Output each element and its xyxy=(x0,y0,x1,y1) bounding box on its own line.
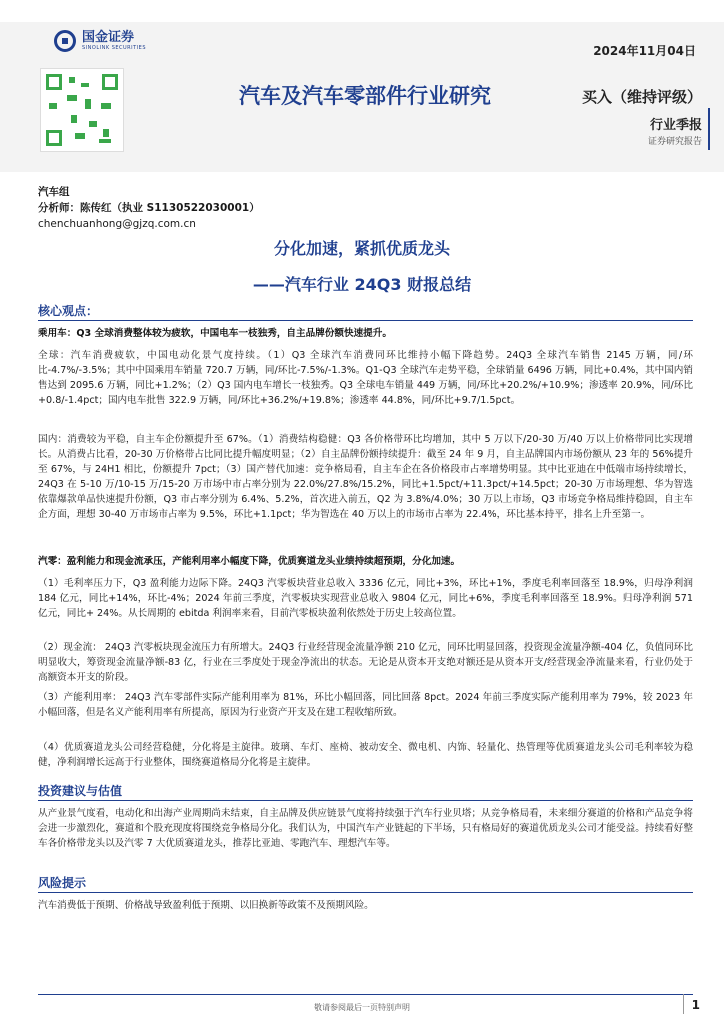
logo-english: SINOLINK SECURITIES xyxy=(82,45,146,51)
report-title: 汽车及汽车零部件行业研究 xyxy=(239,84,491,108)
para-passenger-summary: 乘用车：Q3 全球消费整体较为疲软，中国电车一枝独秀，自主品牌份额快速提升。 xyxy=(38,328,392,339)
section-invest: 投资建议与估值 xyxy=(38,784,123,798)
subheadline: ——汽车行业 24Q3 财报总结 xyxy=(252,275,472,294)
header-accent-bar xyxy=(708,108,710,150)
footer-divider xyxy=(38,994,693,995)
report-subtype: 证券研究报告 xyxy=(647,137,702,147)
para-leaders: （4）优质赛道龙头公司经营稳健，分化将是主旋律。玻璃、车灯、座椅、被动安全、微电机、内饰、轻量化、热管理等优质赛道龙头公司毛利率较为稳健，净利润增长远高于行业整体，围绕赛道格局分化将是主旋律。 xyxy=(38,742,693,769)
section-divider xyxy=(38,892,693,893)
para-margin: （1）毛利率压力下，Q3 盈利能力边际下降。24Q3 汽零板块营业总收入 3336 亿元，同比+3%，环比+1%，季度毛利率回落至 18.9%，归母净利润 184 亿元，同比+14%，环比-4%；2024 年前三季度，汽零板块实现营业总收入 9804 亿元，同比+6%，季度毛利率回落至 18.9%。归母净利润 571 亿元，同比+ 24%。从长周期的 ebitda 利润率来看，目前汽零板块盈利依然处于历史上较高位置。 xyxy=(38,578,693,620)
para-domestic: 国内：消费较为平稳，自主车企份额提升至 67%。（1）消费结构稳健：Q3 各价格带环比均增加，其中 5 万以下/20-30 万/40 万以上价格带同比实现增长。从消费占比看，20-30 万价格带占比同比提升幅度明显；（2）自主品牌份额持续提升：截至 24 年 9 月，自主品牌国内市场份额从 23 年的 56%提升至 67%，与 24H1 相比，份额提升 7pct；（3）国产替代加速：竞争格局看，自主车企在各价格段市占率增势明显。其中比亚迪在中低端市场持续增长，24Q3 在 5-10 万/10-15 万/15-20 万市场中市占率分别为 22.0%/27.8%/15.2%，同比+1.5pct/+11.3pct/+14.5pct；20-30 万市场理想、华为智选依靠爆款单品快速提升份额，Q3 市占率分别为 6.4%、5.2%，首次进入前五，Q2 为 3.8%/4.0%；30 万以上市场，Q3 市场竞争格局维持稳固，自主车企方面，理想 30-40 万市场市占率为 9.5%，环比+1.1pct；华为智选在 40 万以上的市场市占率为 22.4%，环比基本持平，排名上升至第一。 xyxy=(38,434,693,521)
analyst-name: 分析师：陈传红（执业 S1130522030001） xyxy=(38,202,260,214)
headline: 分化加速，紧抓优质龙头 xyxy=(273,239,450,258)
company-logo xyxy=(54,30,146,52)
page-separator xyxy=(683,994,684,1014)
group-label: 汽车组 xyxy=(38,186,70,198)
para-cashflow: （2）现金流： 24Q3 汽零板块现金流压力有所增大。24Q3 行业经营现金流量净额 210 亿元，同环比明显回落，投资现金流量净额-404 亿，负值同环比明显收大，筹资现金流量净额-83 亿，行业在三季度处于现金净流出的状态。无论是从资本开支绝对额还是从资本开支/经营现金净流量来看，行业仍处于高额资本开支的阶段。 xyxy=(38,642,693,684)
section-divider xyxy=(38,800,693,801)
report-type: 行业季报 xyxy=(649,118,702,133)
analyst-email[interactable]: chenchuanhong@gjzq.com.cn xyxy=(38,218,196,230)
report-date: 2024年11月04日 xyxy=(593,44,696,58)
footer-disclaimer: 敬请参阅最后一页特别声明 xyxy=(314,1003,410,1012)
para-investment: 从产业景气度看，电动化和出海产业周期尚未结束，自主品牌及供应链景气度将持续强于汽车行业贝塔；从竞争格局看，未来细分赛道的价格和产品竞争将会进一步激烈化，赛道和个股充现度将围绕竞争格局分化。我们认为，中国汽车产业链起的下半场，只有格局好的赛道优质龙头公司才能受益。持续看好整车各价格带龙头以及汽零 7 大优质赛道龙头，推荐比亚迪、零跑汽车、理想汽车等。 xyxy=(38,808,693,850)
logo-name: 国金证券 xyxy=(82,30,135,45)
analyst-info xyxy=(38,184,260,232)
section-core: 核心观点： xyxy=(38,304,99,318)
para-capacity: （3）产能利用率： 24Q3 汽车零部件实际产能利用率为 81%，环比小幅回落，同比回落 8pct。2024 年前三季度实际产能利用率为 79%，较 2023 年小幅回落，但是名义产能利用率有所提高，原因为行业资产开支及在建工程收缩所致。 xyxy=(38,692,693,719)
qr-code-icon xyxy=(40,68,124,152)
para-parts-summary: 汽零：盈利能力和现金流承压，产能利用率小幅度下降，优质赛道龙头业绩持续超预期，分化加速。 xyxy=(38,556,461,567)
logo-icon xyxy=(54,30,76,52)
page-number: 1 xyxy=(691,998,700,1012)
section-divider xyxy=(38,320,693,321)
rating: 买入（维持评级） xyxy=(581,88,702,106)
section-risk: 风险提示 xyxy=(38,876,87,890)
para-global: 全球：汽车消费疲软，中国电动化景气度持续。（1）Q3 全球汽车消费同环比维持小幅下降趋势。24Q3 全球汽车销售 2145 万辆，同/环比-4.7%/-3.5%；其中中国乘用车销量 720.7 万辆，同/环比-7.5%/-1.3%。Q1-Q3 全球汽车走势平稳，全球销量 6496 万辆，同比+0.4%，其中国内销售达到 2095.6 万辆，同比+1.2%；（2）Q3 国内电车增长一枝独秀。Q3 全球电车销量 449 万辆，同/环比+20.2%/+10.9%；渗透率 20.9%，同/环比+0.8/-1.4pct；国内电车批售 322.9 万辆，同/环比+36.2%/+19.8%；渗透率 44.8%，同/环比+9.7/1.5pct。 xyxy=(38,350,693,407)
para-risk: 汽车消费低于预期、价格战导致盈利低于预期、以旧换新等政策不及预期风险。 xyxy=(38,900,374,911)
